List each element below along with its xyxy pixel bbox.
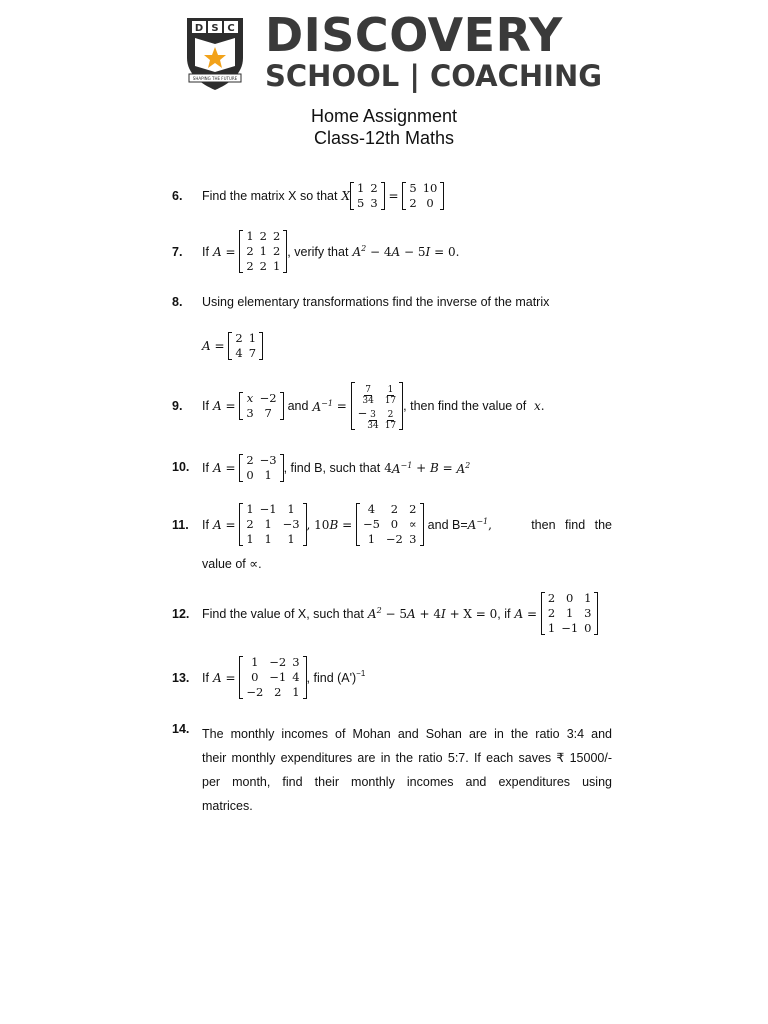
matrix: 1 −2 3 0 −1 4 −2 2 1: [239, 655, 306, 700]
question-text: If: [202, 517, 209, 532]
question-number: 8.: [172, 295, 183, 309]
matrix: 4 2 2 −5 0 ∝ 1 −2 3: [356, 502, 424, 547]
question-text: If: [202, 399, 209, 413]
question-text: Find the matrix X so that: [202, 189, 338, 203]
document-subtitle: Class-12th Maths: [313, 128, 455, 148]
brand-subtitle: SCHOOL | COACHING: [265, 59, 603, 93]
question-text: , then find the value of: [403, 399, 527, 413]
question-number: 7.: [172, 245, 183, 259]
question-number: 6.: [172, 189, 183, 203]
question-7: If A = 1 2 2 2 1 2 2 2 1 , verify that $A^2$ − 4 A − 5 I = 0.: [202, 229, 460, 273]
brand-name: DISCOVERY: [265, 8, 563, 62]
matrix: $\frac{7}{34}$ $\frac{1}{17}$ − $\frac{3}{34}$ $\frac{2}{17}$: [351, 381, 404, 431]
question-text: and: [287, 399, 309, 413]
question-text: Using elementary transformations find the inverse of the matrix: [202, 295, 550, 309]
question-text: , verify that: [287, 244, 349, 259]
matrix: 1 2 5 3: [350, 181, 385, 211]
question-11: If A = 1 −1 1 2 1 −3 1 1 1 , 10 B = 4 2 2 −5 0 ∝ 1 −2 3 and B= $A^{-1}$ , then find the: [202, 502, 612, 546]
question-number: 10.: [172, 460, 190, 474]
question-number: 13.: [172, 671, 190, 685]
matrix: 2 0 1 2 1 3 1 −1 0: [541, 591, 599, 636]
question-text: If: [202, 670, 209, 685]
question-number: 14.: [172, 722, 190, 736]
matrix: 2 1 4 7: [228, 331, 263, 361]
question-text: then find the: [531, 517, 612, 532]
school-crest-logo: [183, 14, 247, 92]
question-text: The monthly incomes of Mohan and Sohan are in the ratio 3:4 and: [202, 727, 612, 741]
question-10: If A = 2 −3 0 1 , find B, such that 4 $A^{-1}$ + B = $A^2$: [202, 453, 471, 482]
question-text: Find the value of X, such that: [202, 606, 364, 621]
question-12: Find the value of X, such that $A^2$ − 5 A + 4 I + X = 0 , if A = 2 0 1 2 1 3 1 −1 0: [202, 591, 598, 636]
question-text: their monthly expenditures are in the ratio 5:7. If each saves ₹ 15000/-: [202, 751, 612, 765]
matrix: 2 −3 0 1: [239, 453, 283, 483]
question-text: , find B, such that: [283, 461, 381, 475]
question-8: [202, 295, 549, 309]
logo-letter-d: D: [194, 23, 204, 34]
question-13: If A = 1 −2 3 0 −1 4 −2 2 1 , find (A') $^{-1}$: [202, 655, 366, 699]
question-text: If: [202, 244, 209, 259]
question-text: value of ∝.: [202, 557, 262, 571]
matrix: 1 2 2 2 1 2 2 2 1: [239, 229, 287, 274]
question-number: 9.: [172, 399, 183, 413]
logo-motto: SHAPING THE FUTURE: [192, 76, 238, 81]
question-text: matrices.: [202, 799, 253, 813]
matrix: x −2 3 7: [239, 391, 283, 421]
question-text: , find (A'): [306, 670, 357, 685]
question-number: 11.: [172, 518, 189, 532]
question-6: Find the matrix X so that X 1 2 5 3 = 5 10 2 0: [202, 181, 444, 211]
question-8-matrix: A = 2 1 4 7: [202, 331, 263, 361]
question-text: , if: [497, 606, 511, 621]
logo-letter-c: C: [227, 23, 235, 34]
document-title: Home Assignment: [310, 106, 458, 126]
question-text: If: [202, 461, 209, 475]
question-9: If A = x −2 3 7 and $A^{-1}$ = $\frac{7}{34}$ $\frac{1}{17}$ − $\frac{3}{34}$ $\frac{2}{17}$ , then find the value of x .: [202, 381, 545, 431]
matrix: 1 −1 1 2 1 −3 1 1 1: [239, 502, 306, 547]
matrix: 5 10 2 0: [402, 181, 444, 211]
logo-letter-s: S: [211, 23, 219, 34]
question-text: and B=: [427, 517, 468, 532]
question-text: per month, find their monthly incomes and expenditures using: [202, 775, 612, 789]
question-11-cont: [202, 556, 262, 571]
question-number: 12.: [172, 607, 190, 621]
question-14: [202, 722, 612, 818]
